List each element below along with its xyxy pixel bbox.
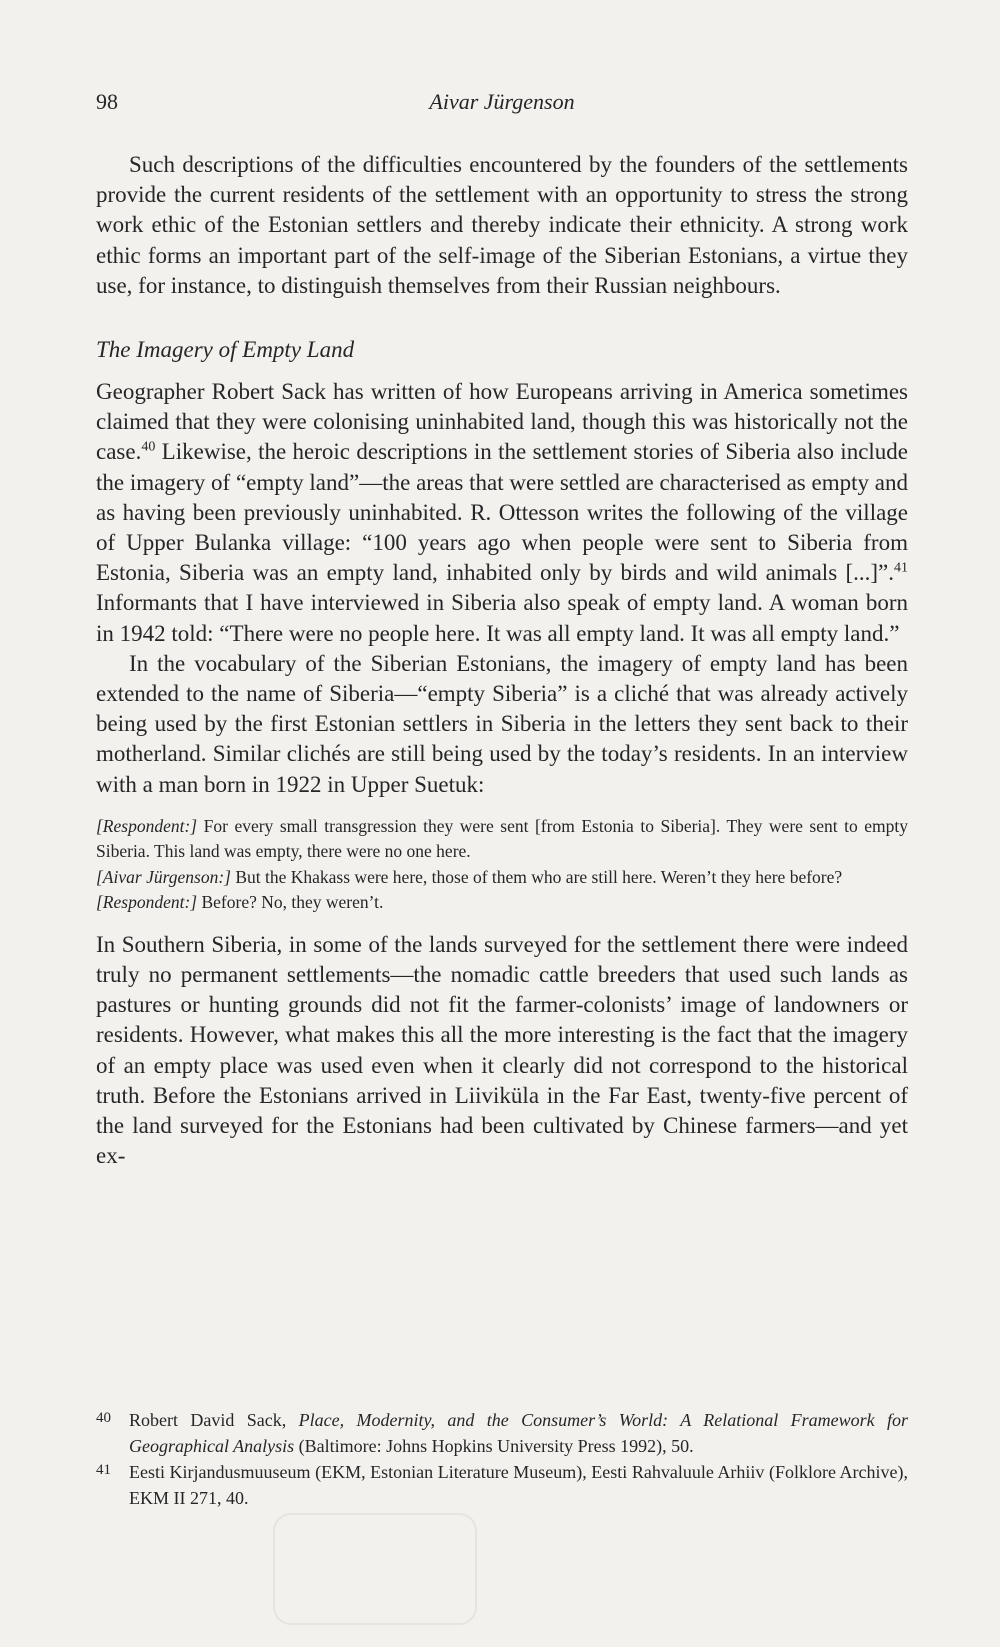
interview-extract <box>96 814 908 916</box>
interview-text: Before? No, they weren’t. <box>197 892 384 913</box>
running-head: Aivar Jürgenson <box>429 89 575 114</box>
footnote <box>96 1407 908 1459</box>
footnote-text-part: Robert David Sack, <box>129 1410 299 1430</box>
main-text <box>96 150 908 1171</box>
interview-line <box>96 890 908 916</box>
page-header <box>96 89 908 119</box>
paragraph-text: Informants that I have interviewed in Siberia also speak of empty land. A woman born in 1942 told: “There were no people here. It was all empty land. It was all empty land.” <box>96 590 908 646</box>
speaker-label: [Aivar Jürgenson:] <box>96 866 231 887</box>
paragraph <box>96 377 908 649</box>
footnote-text <box>129 1407 908 1459</box>
footnote-text: Eesti Kirjandusmuuseum (EKM, Estonian Literature Museum), Eesti Rahvaluule Arhiiv (Folklore Archive), EKM II 271, 40. <box>129 1462 908 1508</box>
footnote-ref[interactable]: 41 <box>894 560 908 576</box>
book-title: Place, Modernity, and the Consumer’s World: A Relational Framework for Geographical Analysis <box>129 1410 908 1456</box>
footnote-text-part: (Baltimore: Johns Hopkins University Press 1992), 50. <box>294 1436 694 1456</box>
section-heading: The Imagery of Empty Land <box>96 337 355 363</box>
footnote-ref[interactable]: 40 <box>141 439 156 455</box>
paragraph-text: Likewise, the heroic descriptions in the settlement stories of Siberia also include the imagery of “empty land”—the areas that were settled are characterised as empty and as having been previously uninhabited. R. Ottesson writes the following of the village of Upper Bulanka village: “100 years ago when people were sent to Siberia from Estonia, Siberia was an empty land, inhabited only by birds and wild animals [...]”. <box>96 439 908 586</box>
library-stamp-mark <box>273 1513 477 1625</box>
paragraph: In the vocabulary of the Siberian Estonians, the imagery of empty land has been extended to the name of Siberia—“empty Siberia” is a cliché that was already actively being used by the first Estonian settlers in Siberia in the letters they sent back to their motherland. Similar clichés are still being used by the today’s residents. In an interview with a man born in 1922 in Upper Suetuk: <box>96 650 908 797</box>
paragraph-text: Geographer Robert Sack has written of how Europeans arriving in America sometimes claimed that they were colonising uninhabited land, though this was historically not the case. <box>96 379 908 465</box>
footnote-number: 40 <box>96 1410 111 1426</box>
speaker-label: [Respondent:] <box>96 892 198 913</box>
paragraph: Such descriptions of the difficulties encountered by the founders of the settlements provide the current residents of the settlement with an opportunity to stress the strong work ethic of the Estonian settlers and thereby indicate their ethnicity. A strong work ethic forms an important part of the self-image of the Siberian Estonians, a virtue they use, for instance, to distinguish themselves from their Russian neighbours. <box>96 152 908 298</box>
footnotes <box>96 1407 908 1511</box>
footnote <box>96 1459 908 1511</box>
interview-text: But the Khakass were here, those of them who are still here. Weren’t they here before? <box>230 866 843 887</box>
interview-line <box>96 814 908 865</box>
footnote-number: 41 <box>96 1462 111 1478</box>
interview-line <box>96 865 908 891</box>
paragraph: In Southern Siberia, in some of the lands surveyed for the settlement there were indeed truly no permanent settlements—the nomadic cattle breeders that used such lands as pastures or hunting grounds did not fit the farmer-colonists’ image of landowners or residents. However, what makes this all the more interesting is the fact that the imagery of an empty place was used even when it clearly did not correspond to the historical truth. Before the Estonians arrived in Liiviküla in the Far East, twenty-five percent of the land surveyed for the Estonians had been cultivated by Chinese farmers—and yet ex- <box>96 931 908 1169</box>
speaker-label: [Respondent:] <box>96 815 198 836</box>
interview-text: For every small transgression they were sent [from Estonia to Siberia]. They were sent to empty Siberia. This land was empty, there were no one here. <box>96 815 908 862</box>
page-number: 98 <box>96 89 118 114</box>
